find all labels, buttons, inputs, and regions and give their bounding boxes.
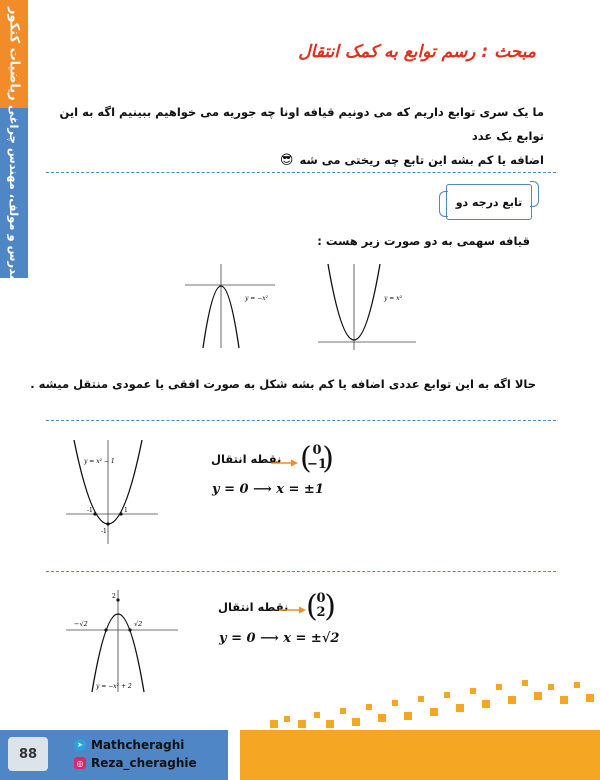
arrow-right-icon: [271, 458, 299, 468]
intro-paragraph: [44, 100, 544, 173]
page-number: 88: [8, 737, 48, 771]
sidebar-bottom-band: [0, 104, 28, 282]
smiley-icon: 😎: [279, 153, 294, 168]
example2-graph: [62, 586, 182, 696]
example2-label: y = −x² + 2: [96, 683, 132, 690]
parabola-up-graph: [312, 260, 422, 352]
example2-vector-top: 0: [316, 591, 326, 606]
section-title: تابع درجه دو: [455, 195, 523, 209]
parabola-down-graph: [175, 258, 285, 350]
divider-3: [46, 571, 556, 572]
shift-description: حالا اگه به این توابع عددی اضافه یا کم بشه شکل به صورت افقی یا عمودی منتقل میشه .: [30, 377, 536, 391]
instagram-handle[interactable]: [74, 756, 197, 770]
example2-transfer-label: نقطه انتقال: [218, 600, 289, 614]
example2-tick-vertex: 2: [112, 593, 116, 600]
intro-line-1: ما یک سری توابع داریم که می دونیم قیافه اونا چه جوریه می خواهیم ببینیم اگه به این توابع یک عدد: [59, 105, 544, 143]
example1-tick-neg1: -1: [87, 507, 93, 514]
pixel-pattern-decoration: [240, 680, 600, 732]
telegram-icon: ➤: [74, 739, 86, 751]
parabola-down-label: y = −x²: [245, 295, 269, 302]
example2-vector-bottom: 2: [316, 605, 326, 620]
example2-vector: ( 0 2 ): [306, 589, 336, 624]
sidebar-bottom-label: مدرس و مولف، مهندس چراغی: [7, 104, 21, 282]
parabola-up-label: y = x²: [384, 295, 403, 302]
example2-equation: y = 0 ⟶ x = ±√2: [219, 631, 340, 646]
divider-2: [46, 420, 556, 421]
sidebar-top-band: [0, 0, 28, 108]
example1-tick-vertex: -1: [101, 528, 107, 535]
shape-description: قیافه سهمی به دو صورت زیر هست :: [317, 234, 530, 248]
example2-tick-sqrt2: √2: [134, 620, 143, 628]
instagram-text: Reza_cheraghie: [91, 756, 197, 770]
page-title: مبحث : رسم توابع به کمک انتقال: [298, 42, 536, 62]
telegram-handle[interactable]: [74, 738, 184, 752]
sidebar-top-label: ریاضیات کنکور: [6, 7, 22, 101]
section-title-box: [446, 184, 532, 220]
example1-equation: y = 0 ⟶ x = ±1: [212, 482, 324, 497]
footer-orange-band: [240, 730, 600, 780]
example1-graph: [62, 436, 162, 548]
example1-vector-bottom: −1: [307, 457, 327, 472]
example1-vector: ( 0 −1 ): [300, 441, 334, 476]
example1-transfer-label: نقطه انتقال: [211, 452, 282, 466]
example1-tick-1: 1: [124, 507, 128, 514]
example1-vector-top: 0: [312, 443, 322, 458]
example1-label: y = x² − 1: [84, 458, 115, 465]
telegram-text: Mathcheraghi: [91, 738, 185, 752]
instagram-icon: ◎: [74, 757, 86, 769]
divider-1: [46, 172, 556, 173]
arrow-right-icon: [279, 605, 307, 615]
example2-tick-neg-sqrt2: −√2: [74, 620, 88, 628]
intro-line-2: اضافه یا کم بشه این تابع چه ریختی می شه 😎: [44, 148, 544, 173]
